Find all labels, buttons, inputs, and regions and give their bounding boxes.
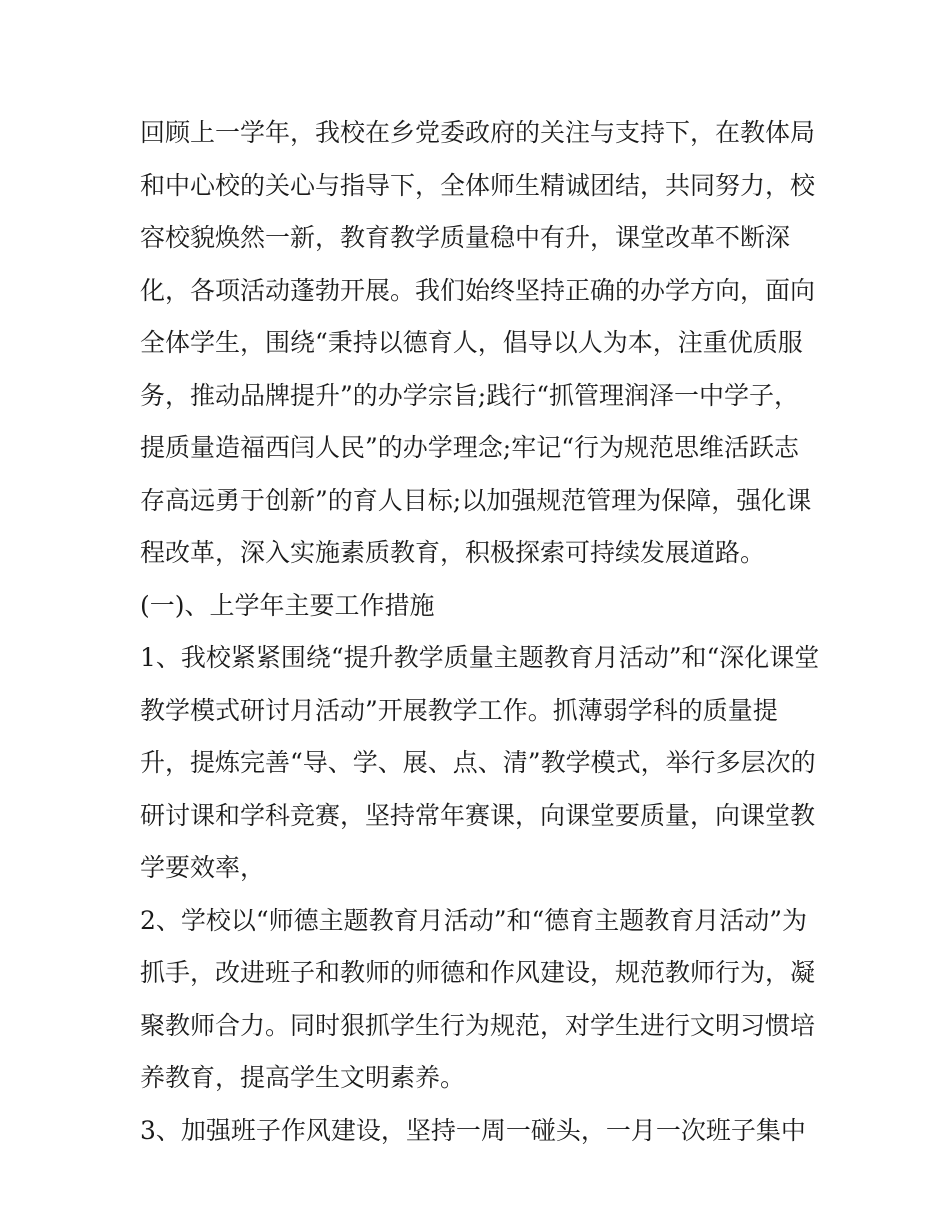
text-line: 和中心校的关心与指导下，全体师生精诚团结，共同努力，校 [140,170,816,200]
section-heading: (一)、上学年主要工作措施 [140,590,435,620]
text-line: 学要效率， [140,853,266,882]
text-line: 养教育，提高学生文明素养。 [140,1063,466,1092]
text-line: 抓手，改进班子和教师的师德和作风建设，规范教师行为，凝 [140,958,816,987]
text-line: 升，提炼完善“导、学、展、点、清”教学模式，举行多层次的 [140,748,816,777]
text-line: 回顾上一学年，我校在乡党委政府的关注与支持下，在教体局 [140,118,816,147]
text-line: 2、学校以“师德主题教育月活动”和“德育主题教育月活动”为 [140,905,808,935]
text-line: 研讨课和学科竞赛，坚持常年赛课，向课堂要质量，向课堂教 [140,800,816,830]
text-line: 全体学生，围绕“秉持以德育人，倡导以人为本，注重优质服 [140,328,803,357]
document-body [140,107,820,1157]
text-line: 存高远勇于创新”的育人目标;以加强规范管理为保障，强化课 [140,485,812,515]
text-line: 聚教师合力。同时狠抓学生行为规范，对学生进行文明习惯培 [140,1010,816,1040]
text-line: 提质量造福西闫人民”的办学理念;牢记“行为规范思维活跃志 [140,433,799,462]
text-line: 教学模式研讨月活动”开展教学工作。抓薄弱学科的质量提 [140,695,778,725]
text-line: 3、加强班子作风建设，坚持一周一碰头，一月一次班子集中 [140,1115,806,1145]
text-line: 务，推动品牌提升”的办学宗旨;践行“抓管理润泽一中学子， [140,380,799,410]
text-line: 程改革，深入实施素质教育，积极探索可持续发展道路。 [140,538,766,567]
text-line: 容校貌焕然一新，教育教学质量稳中有升，课堂改革不断深 [140,223,791,252]
text-line: 化，各项活动蓬勃开展。我们始终坚持正确的办学方向，面向 [140,275,816,305]
text-line: 1、我校紧紧围绕“提升教学质量主题教育月活动”和“深化课堂 [140,643,820,672]
